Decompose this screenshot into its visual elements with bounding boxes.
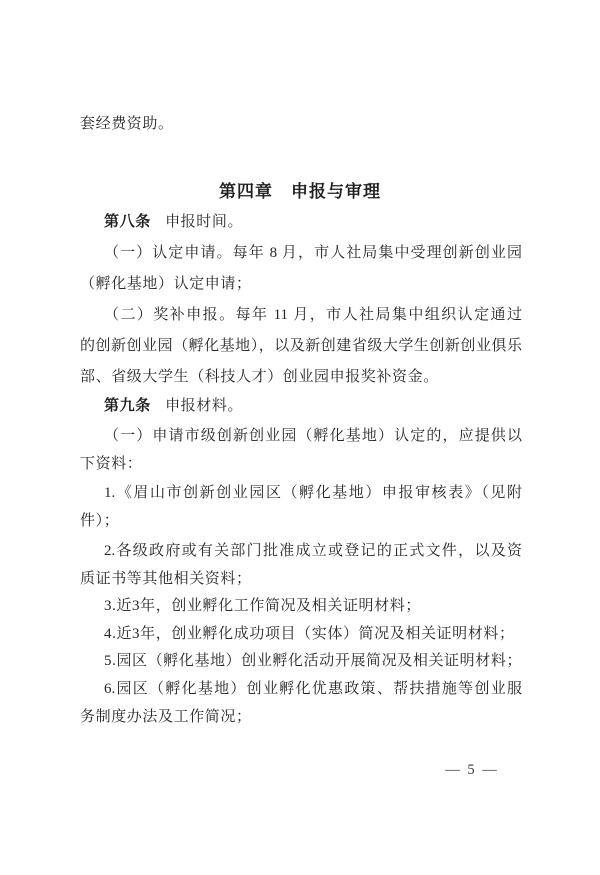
paragraph-line: 的创新创业园（孵化基地），以及新创建省级大学生创新创业俱乐 xyxy=(80,338,522,354)
list-item-6-line: 6.园区（孵化基地）创业孵化优惠政策、帮扶措施等创业服 xyxy=(104,681,522,697)
paragraph-continuation-line: 套经费资助。 xyxy=(80,116,174,132)
paragraph-line: （二）奖补申报。每年 11 月，市人社局集中组织认定通过 xyxy=(104,307,522,323)
paragraph-line: （一）认定申请。每年 8 月，市人社局集中受理创新创业园 xyxy=(104,245,522,261)
clause-number-label: 第九条 xyxy=(104,397,151,414)
list-item-2-line: 2.各级政府或有关部门批准成立或登记的正式文件，以及资 xyxy=(104,543,522,559)
chapter-heading: 第四章 申报与审理 xyxy=(219,182,381,201)
paragraph-line: 下资料： xyxy=(80,456,143,472)
paragraph-line: 部、省级大学生（科技人才）创业园申报奖补资金。 xyxy=(80,369,439,385)
clause-line-article-9 xyxy=(80,396,522,416)
list-item-4-line: 4.近3年，创业孵化成功项目（实体）简况及相关证明材料； xyxy=(104,626,515,642)
paragraph-line: 件）； xyxy=(80,513,120,529)
clause-line-article-8 xyxy=(80,212,522,232)
list-item-3-line: 3.近3年，创业孵化工作简况及相关证明材料； xyxy=(104,598,421,614)
clause-number-label: 第八条 xyxy=(104,213,151,230)
list-item-1-line: 1.《眉山市创新创业园区（孵化基地）申报审核表》（见附 xyxy=(104,485,522,501)
paragraph-line: （一）申请市级创新创业园（孵化基地）认定的，应提供以 xyxy=(104,428,522,444)
clause-title-text: 申报时间。 xyxy=(165,214,244,230)
list-item-5-line: 5.园区（孵化基地）创业孵化活动开展简况及相关证明材料； xyxy=(104,653,523,669)
clause-title-text: 申报材料。 xyxy=(165,398,244,414)
page-number-footer: — 5 — xyxy=(445,762,499,778)
paragraph-line: （孵化基地）认定申请； xyxy=(80,276,252,292)
paragraph-line: 务制度办法及工作简况； xyxy=(80,709,252,725)
paragraph-line: 质证书等其他相关资料； xyxy=(80,571,252,587)
